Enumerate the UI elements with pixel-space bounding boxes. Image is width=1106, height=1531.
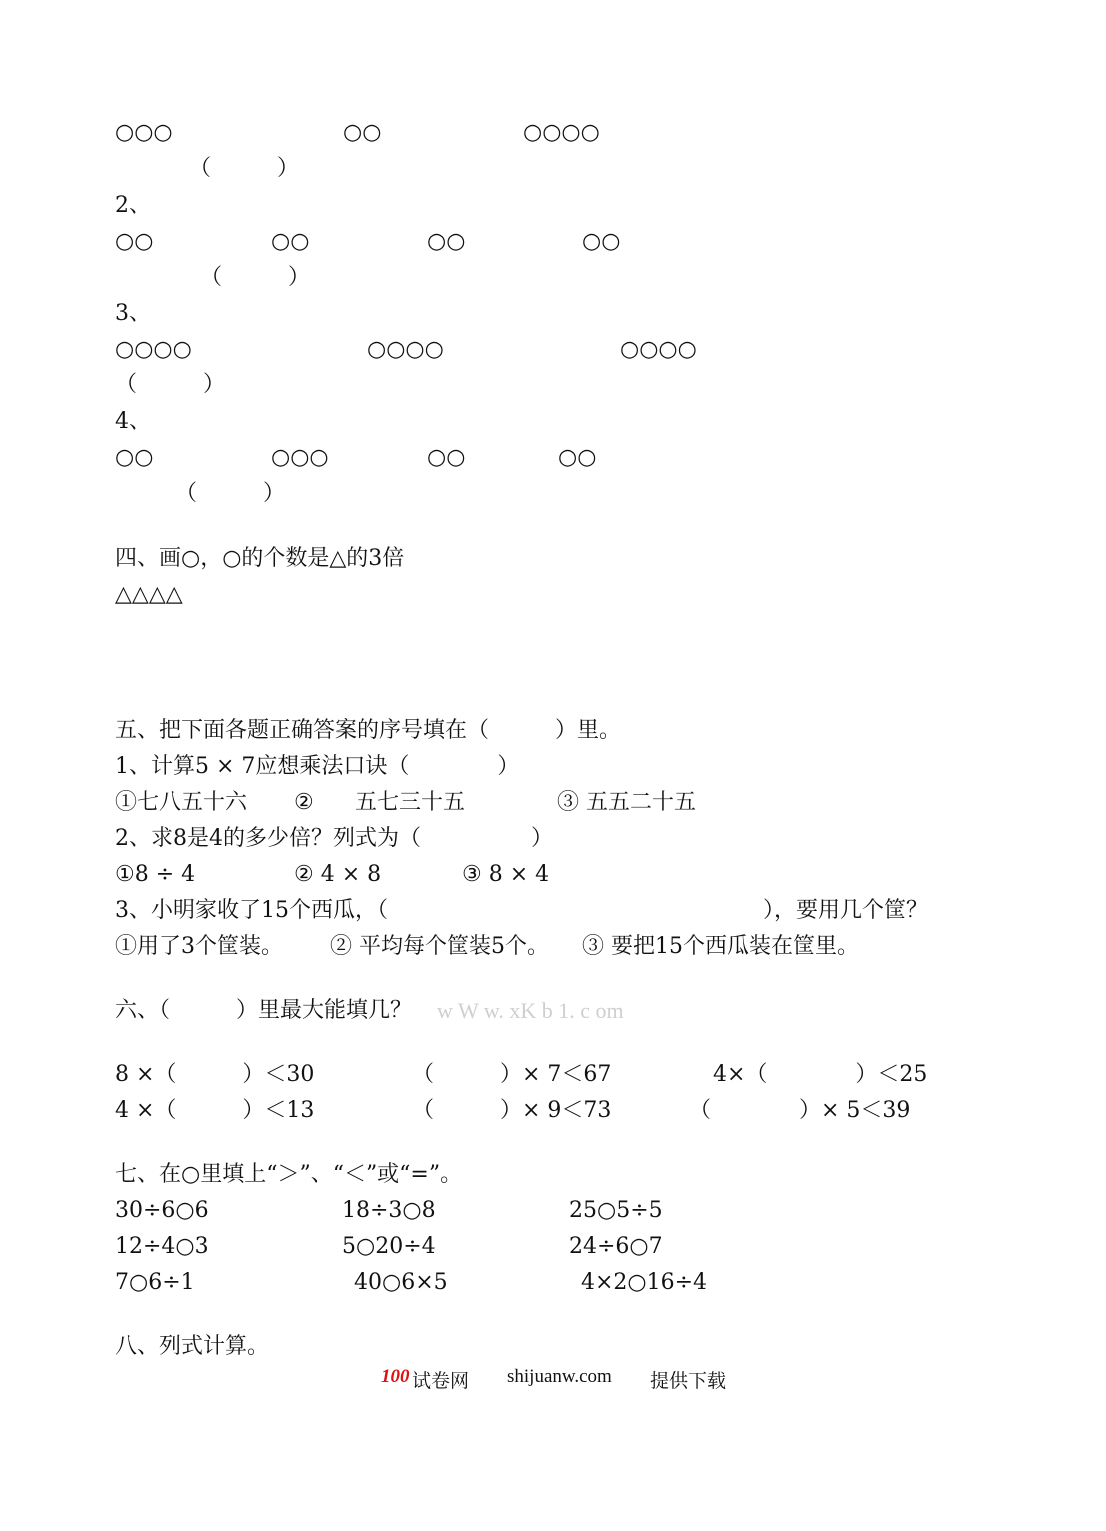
p5-q1-option-3: ③ 五五二十五	[557, 790, 696, 815]
q1-answer-blank: （ ）	[189, 156, 300, 181]
q4-group-2: ○○○	[271, 445, 329, 470]
site-name: 试卷网	[412, 1371, 470, 1392]
p5-question-1: 1、计算5 × 7应想乘法口诀（ ）	[115, 754, 520, 779]
p6-row1-item3: 4×（ ）＜25	[713, 1062, 928, 1087]
site-url[interactable]: shijuanw.com	[507, 1366, 612, 1387]
q2-number: 2、	[115, 193, 151, 218]
p7-row1-item1: 30÷6○6	[115, 1198, 209, 1223]
p7-row3-item2: 40○6×5	[354, 1270, 448, 1295]
q2-group-1: ○○	[115, 229, 154, 254]
p5-q3-option-1: ①用了3个筐装。	[115, 934, 283, 959]
section-4-title: 四、画○，○的个数是△的3倍	[115, 546, 405, 571]
q2-group-4: ○○	[582, 229, 621, 254]
p5-q2-option-2: ② 4 × 8	[294, 862, 382, 887]
p5-question-3: 3、小明家收了15个西瓜，（	[115, 898, 388, 923]
q3-group-3: ○○○○	[620, 337, 697, 362]
p5-q3-option-3: ③ 要把15个西瓜装在筐里。	[582, 934, 859, 959]
p7-row1-item3: 25○5÷5	[569, 1198, 663, 1223]
p5-question-2: 2、求8是4的多少倍？列式为（ ）	[115, 826, 553, 851]
p6-row2-item1: 4 ×（ ）＜13	[115, 1098, 315, 1123]
q1-group-3: ○○○○	[523, 120, 600, 145]
q3-group-1: ○○○○	[115, 337, 192, 362]
p7-row2-item3: 24÷6○7	[569, 1234, 663, 1259]
q3-group-2: ○○○○	[367, 337, 444, 362]
site-logo: 100	[381, 1366, 410, 1387]
p7-row3-item3: 4×2○16÷4	[581, 1270, 708, 1295]
p5-q1-option-2: 五七三十五	[355, 790, 466, 815]
p6-row1-item2: （ ）× 7＜67	[412, 1062, 612, 1087]
q4-group-3: ○○	[427, 445, 466, 470]
p7-row1-item2: 18÷3○8	[342, 1198, 436, 1223]
p7-row2-item2: 5○20÷4	[342, 1234, 436, 1259]
section-7-title: 七、在○里填上“＞”、“＜”或“=”。	[115, 1162, 463, 1187]
p6-row2-item2: （ ）× 9＜73	[412, 1098, 612, 1123]
p5-q2-option-1: ①8 ÷ 4	[115, 862, 196, 887]
q4-group-1: ○○	[115, 445, 154, 470]
q1-group-1: ○○○	[115, 120, 173, 145]
p5-q1-option-2-marker: ②	[294, 790, 314, 815]
p5-question-3-end: ），要用几个筐？	[763, 898, 929, 923]
section-5-title: 五、把下面各题正确答案的序号填在（ ）里。	[115, 718, 622, 743]
p5-q1-option-1: ①七八五十六	[115, 790, 248, 815]
q4-number: 4、	[115, 409, 151, 434]
p6-row2-item3: （ ）× 5＜39	[689, 1098, 911, 1123]
p5-q2-option-3: ③ 8 × 4	[462, 862, 550, 887]
footer-slogan: 提供下载	[650, 1371, 727, 1392]
section-6-title: 六、（ ）里最大能填几？	[115, 998, 413, 1023]
watermark: w W w. xK b 1. c om	[437, 998, 624, 1023]
q3-number: 3、	[115, 301, 151, 326]
q1-group-2: ○○	[343, 120, 382, 145]
p5-q3-option-2: ② 平均每个筐装5个。	[330, 934, 549, 959]
q2-group-3: ○○	[427, 229, 466, 254]
page-footer	[0, 1366, 1106, 1394]
p7-row2-item1: 12÷4○3	[115, 1234, 209, 1259]
q2-answer-blank: （ ）	[200, 265, 311, 290]
q2-group-2: ○○	[271, 229, 310, 254]
q3-answer-blank: （ ）	[115, 372, 226, 397]
q4-answer-blank: （ ）	[175, 481, 286, 506]
p7-row3-item1: 7○6÷1	[115, 1270, 195, 1295]
section-8-title: 八、列式计算。	[115, 1334, 270, 1359]
q4-group-4: ○○	[558, 445, 597, 470]
triangle-shapes: △△△△	[115, 582, 183, 607]
p6-row1-item1: 8 ×（ ）＜30	[115, 1062, 315, 1087]
